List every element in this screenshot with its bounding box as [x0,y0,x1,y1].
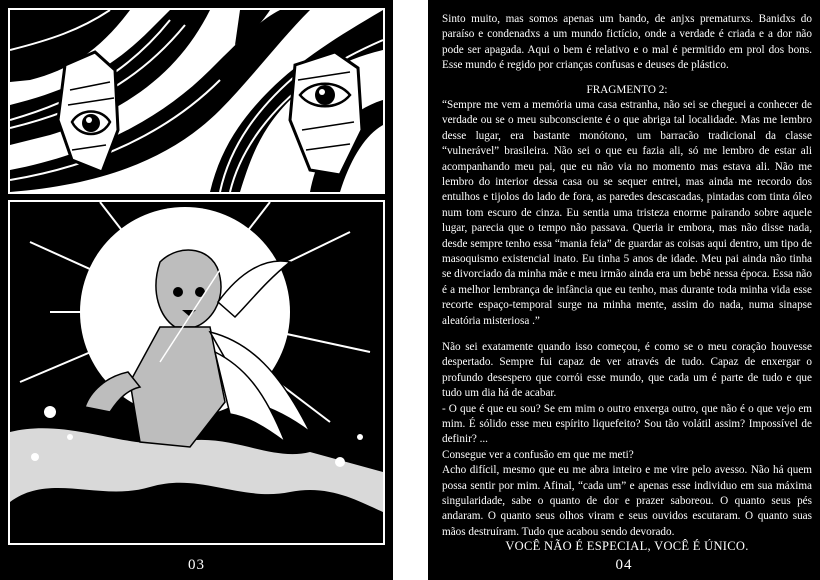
page-number-right: 04 [615,557,633,573]
eyes-panel [8,8,385,194]
right-page [428,0,820,580]
closing-paragraph: Não sei exatamente quando isso começou, é como se o meu coração houvesse despertado. Sempre fui capaz de ver através de tudo. Capaz de enxergar o profundo desespero que corrói esse mundo, que cada um é parte de tudo e que tudo um dia há de acabar. - O que é que eu sou? Se em mim o outro enxerga outro, que não é o que vejo em mim. É sólido esse meu espírito liquefeito? Sou tão volátil assim? Impossível de definir? ... Consegue ver a confusão em que me meti? Acho difícil, mesmo que eu me abra inteiro e me vire pelo avesso. Não há quem possa sentir por mim. Afinal, “cada um” e apenas esse individuo em sua máxima singularidade, sabe o quanto de dor e prazer saboreou. O quanto seus pés andaram. O quanto seus olhos viram e seus ouvidos escutaram. O quanto suas mãos destruíram. Tudo que acabou sendo devorado. [442,341,812,538]
intro-paragraph: Sinto muito, mas somos apenas um bando, de anjxs prematurxs. Banidxs do paraíso e condenadxs a um mundo fictício, onde a verdade é criada e a dor não pode ser apagada. Aqui o bem é relativo e o mal é permitido em prol dos bons. Esse mundo é regido por crianças confusas e deuses de plástico. [442,13,812,72]
left-page [0,0,393,580]
page-number-left: 03 [188,557,205,573]
fragment-heading: FRAGMENTO 2: [586,84,668,96]
motto: VOCÊ NÃO É ESPECIAL, VOCÊ É ÚNICO. [505,539,749,553]
eyes-illustration [10,10,383,192]
fragment-paragraph: “Sempre me vem a memória uma casa estranha, não sei se cheguei a conhecer de verdade ou se o meu subconsciente é o que abriga tal localidade. Mas me lembro desse lugar, era bastante monótono, um barracão tradicional da classe “vulnerável” brasileira. Não sei o que eu fazia ali, só me lembro de estar ali acompanhando meu pai, que eu não via no momento mas estava ali. Não me lembro do interior dessa casa ou se sequer entrei, mas ainda me recordo dos entulhos e tijolos do lado de fora, as paredes descascadas, pintadas com tinta óleo num tom escuro de cinza. Eu sentia uma tristeza enorme pairando sobre aquele lugar, parecia que o tempo não passava. Queria ir embora, mas não disse nada, desde sempre tenho essa “mania feia” de guardar as coisas aqui dentro, um tipo de masoquismo existencial inato. Eu tinha 5 anos de idade. Meu pai ainda não tinha se divorciado da minha mãe e meu irmão ainda era um bebê nessa época. Essa não é a melhor lembrança de infância que eu tenho, mas durante toda minha vida esse recorte espaço-temporal surge na minha mente, assim do nada, numa sinapse aleatória misteriosa .” [442,99,812,327]
angel-panel [8,200,385,545]
angel-illustration [10,202,383,543]
